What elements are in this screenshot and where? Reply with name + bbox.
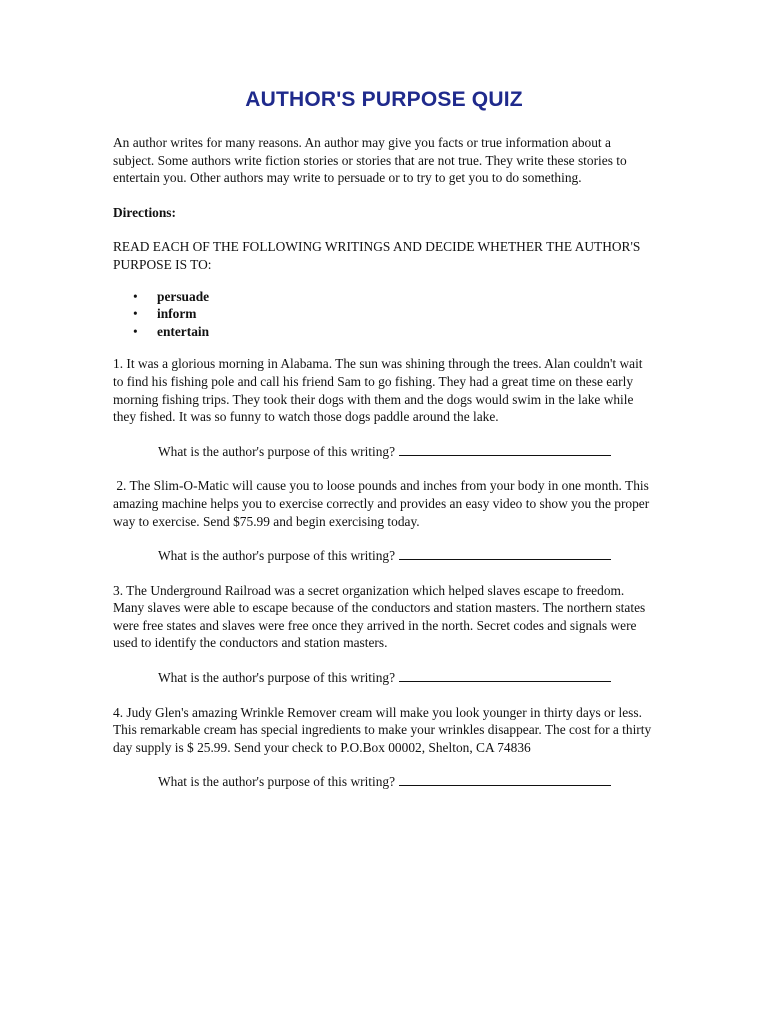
prompt-label: What is the author's purpose of this writing? xyxy=(158,443,396,459)
question-4 xyxy=(113,704,653,791)
question-text: 4. Judy Glen's amazing Wrinkle Remover cream will make you look younger in thirty days or less. This remarkable cream has special ingredients to make your wrinkles disappear. The cost for a thirty day supply is $ 25.99. Send your check to P.O.Box 00002, Shelton, CA 74836 xyxy=(113,704,652,755)
option-label: entertain xyxy=(157,323,210,339)
question-3 xyxy=(113,582,653,687)
prompt-label: What is the author's purpose of this writing? xyxy=(158,670,396,686)
answer-blank[interactable] xyxy=(399,443,611,456)
directions-label: Directions: xyxy=(113,204,176,220)
prompt-label: What is the author's purpose of this writing? xyxy=(158,774,396,790)
bullet-icon: • xyxy=(133,306,138,322)
question-text: 1. It was a glorious morning in Alabama. The sun was shining through the trees. Alan couldn't wait to find his fishing pole and call his friend Sam to go fishing. They had a great time on these early morning fishing trips. They took their dogs with them and the dogs would swim in the lake while they fished. It was so funny to watch those dogs paddle around the lake. xyxy=(113,356,643,425)
question-1 xyxy=(113,355,653,460)
answer-blank[interactable] xyxy=(399,773,611,786)
question-text: 3. The Underground Railroad was a secret organization which helped slaves escape to freedom. Many slaves were able to escape because of the conductors and station masters. The northern states were free states and slaves were free once they arrived in the north. Secret codes and signals were used to identify the conductors and station masters. xyxy=(113,582,646,651)
option-persuade xyxy=(113,288,653,306)
answer-blank[interactable] xyxy=(399,547,611,560)
intro-paragraph: An author writes for many reasons. An author may give you facts or true information about a subject. Some authors write fiction stories or stories that are not true. They write these stories to entertain you. Other authors may write to persuade or to try to get you to do something. xyxy=(113,135,627,186)
bullet-icon: • xyxy=(133,288,138,304)
question-text: 2. The Slim-O-Matic will cause you to loose pounds and inches from your body in one month. This amazing machine helps you to exercise correctly and provides an easy video to show you the proper way to exercise. Send $75.99 and begin exercising today. xyxy=(113,478,653,529)
purpose-options-list xyxy=(113,288,653,341)
instructions-text: READ EACH OF THE FOLLOWING WRITINGS AND DECIDE WHETHER THE AUTHOR'S PURPOSE IS TO: xyxy=(113,239,641,272)
question-2 xyxy=(113,477,653,564)
question-prompt xyxy=(158,443,653,461)
quiz-content xyxy=(113,134,653,808)
option-entertain xyxy=(113,323,653,341)
page-title: AUTHOR'S PURPOSE QUIZ xyxy=(245,88,523,111)
option-label: persuade xyxy=(157,288,210,304)
question-prompt xyxy=(158,547,653,565)
question-prompt xyxy=(158,669,653,687)
option-inform xyxy=(113,305,653,323)
prompt-label: What is the author's purpose of this writing? xyxy=(158,548,396,564)
option-label: inform xyxy=(157,306,197,322)
answer-blank[interactable] xyxy=(399,669,611,682)
question-prompt xyxy=(158,773,653,791)
bullet-icon: • xyxy=(133,323,138,339)
